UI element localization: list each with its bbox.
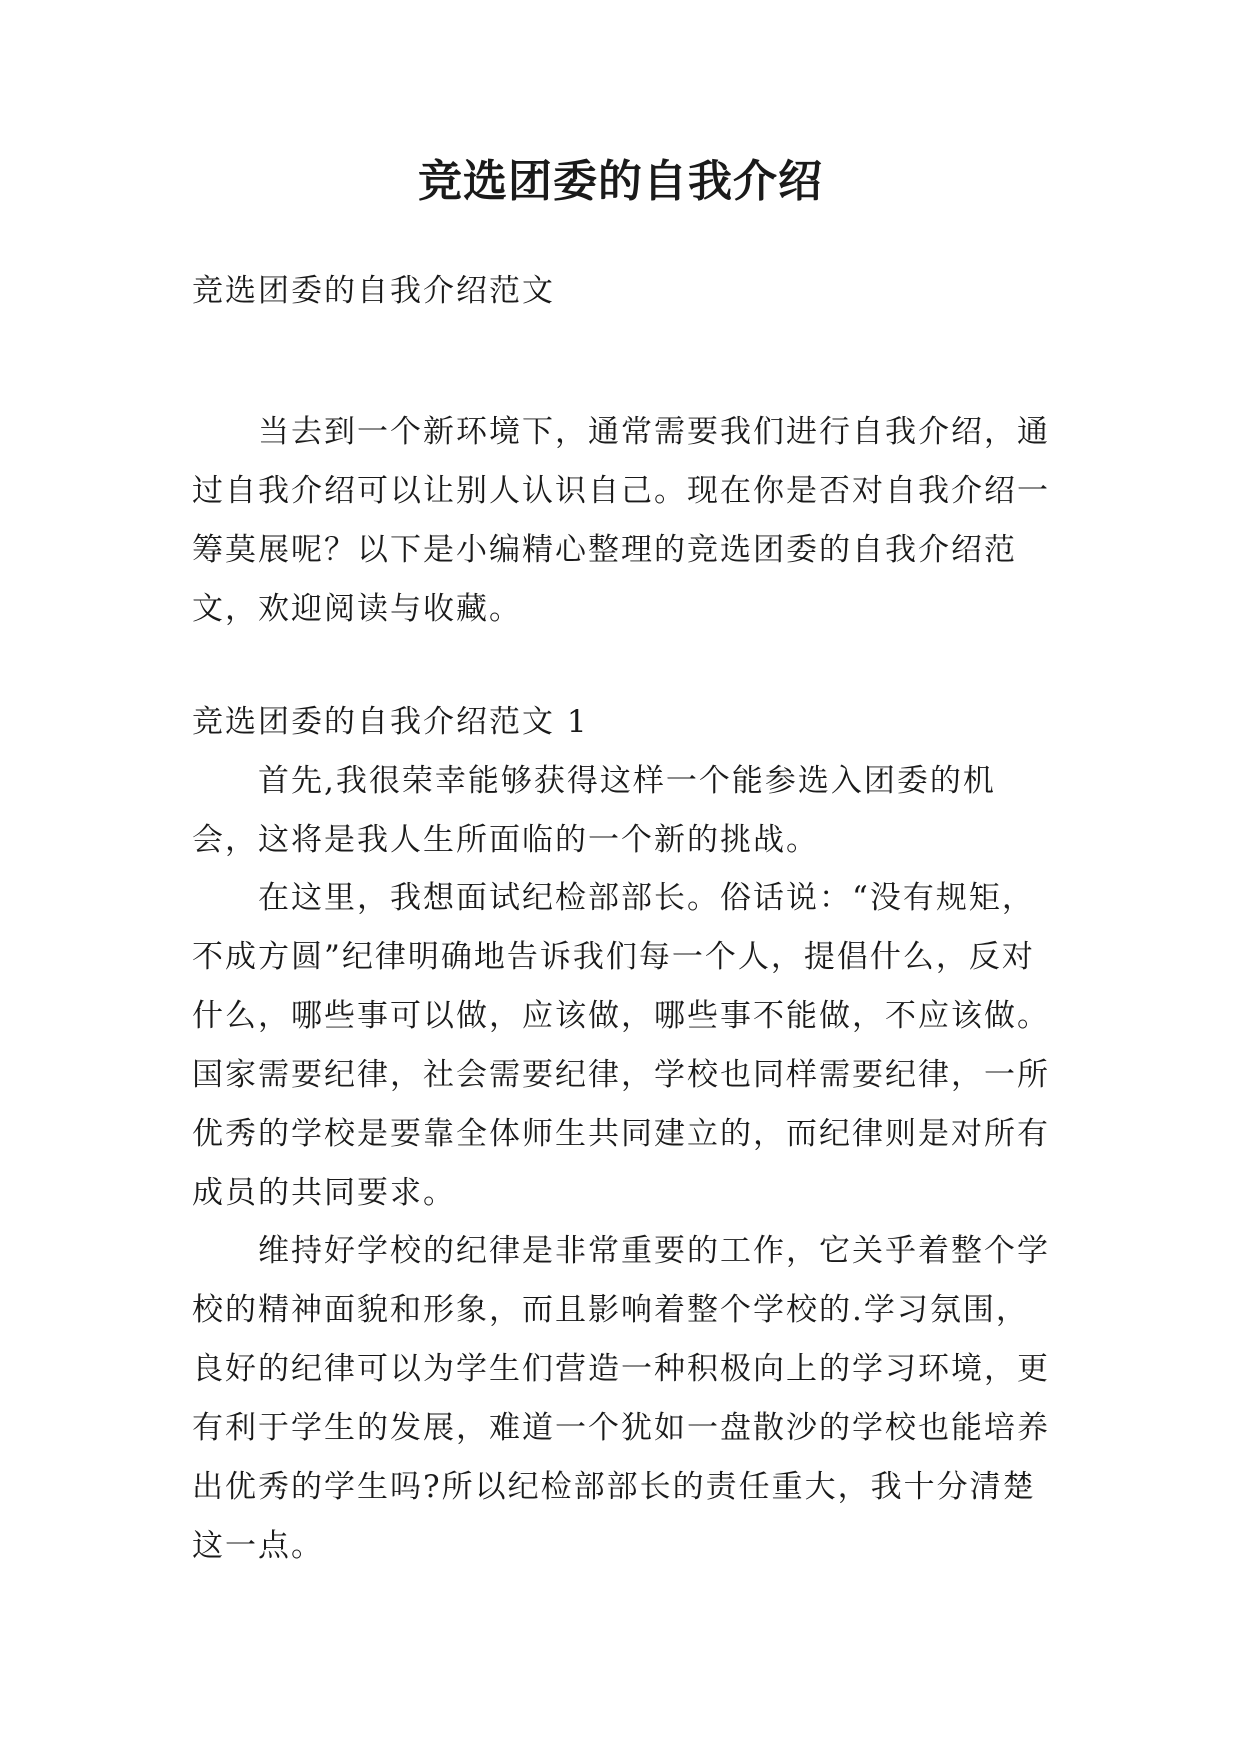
document-subtitle: 竞选团委的自我介绍范文	[192, 273, 555, 309]
section-heading: 竞选团委的自我介绍范文 1	[192, 704, 589, 740]
body-paragraph: 在这里，我想面试纪检部部长。俗话说：“没有规矩，不成方圆”纪律明确地告诉我们每一个人，提倡什么，反对什么，哪些事可以做，应该做，哪些事不能做，不应该做。国家需要纪律，社会需要纪律，学校也同样需要纪律，一所优秀的学校是要靠全体师生共同建立的，而纪律则是对所有成员的共同要求。	[192, 880, 1050, 1211]
intro-paragraph: 当去到一个新环境下，通常需要我们进行自我介绍，通过自我介绍可以让别人认识自己。现在你是否对自我介绍一筹莫展呢？以下是小编精心整理的竞选团委的自我介绍范文，欢迎阅读与收藏。	[192, 414, 1050, 627]
document-title: 竞选团委的自我介绍	[418, 156, 823, 207]
body-paragraph: 维持好学校的纪律是非常重要的工作，它关乎着整个学校的精神面貌和形象，而且影响着整个学校的.学习氛围，良好的纪律可以为学生们营造一种积极向上的学习环境，更有利于学生的发展，难道一个犹如一盘散沙的学校也能培养出优秀的学生吗?所以纪检部部长的责任重大，我十分清楚这一点。	[192, 1233, 1050, 1564]
body-paragraph: 首先,我很荣幸能够获得这样一个能参选入团委的机会，这将是我人生所面临的一个新的挑战。	[192, 763, 996, 858]
